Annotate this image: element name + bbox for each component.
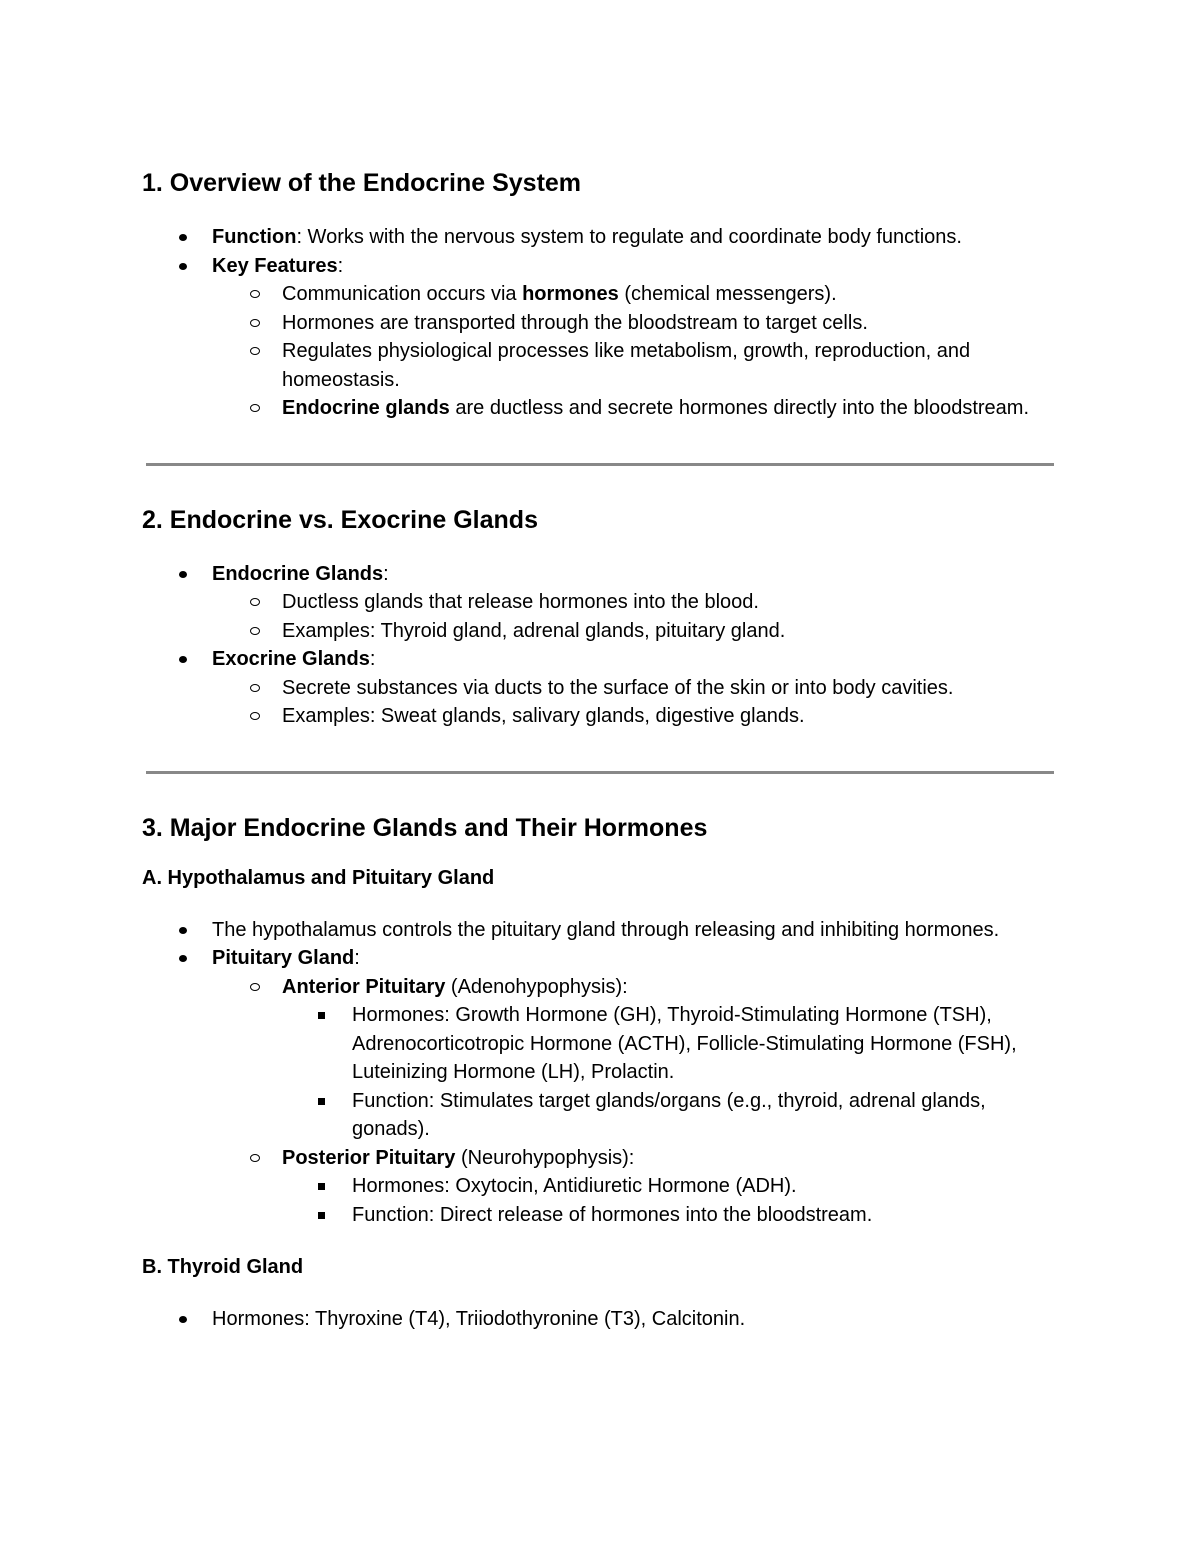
bullet-circle-icon [250, 319, 260, 327]
sub-sub-list [282, 1001, 1054, 1144]
bullet-list [142, 1305, 1054, 1334]
list-item [212, 280, 1054, 309]
section-overview [142, 167, 1054, 423]
item-text: : [354, 947, 360, 969]
item-text: Examples: Thyroid gland, adrenal glands, pituitary gland. [282, 619, 786, 642]
document-content [142, 167, 1054, 1334]
item-text: Hormones: Thyroxine (T4), Triiodothyronine (T3), Calcitonin. [212, 1308, 746, 1330]
section-major-glands [142, 812, 1054, 1334]
list-item [142, 944, 1054, 1229]
item-text: Secrete substances via ducts to the surface of the skin or into body cavities. [282, 676, 954, 699]
list-item [142, 645, 1054, 731]
term-label: Endocrine Glands [212, 562, 384, 585]
list-item [212, 394, 1054, 423]
section-endocrine-vs-exocrine [142, 504, 1054, 731]
list-item [142, 916, 1054, 945]
bullet-circle-icon [250, 347, 260, 355]
term-label: Key Features [212, 254, 338, 277]
item-text: : [383, 562, 389, 585]
bullet-disc-icon [179, 656, 187, 663]
item-text: Hormones: Growth Hormone (GH), Thyroid-Stimulating Hormone (TSH), Adrenocorticotropic Hormone (ACTH), Follicle-Stimulating Hormone (FSH), Luteinizing Hormone (LH), Prolactin. [352, 1004, 1017, 1083]
list-item [282, 1201, 1054, 1230]
item-text: Function: Direct release of hormones into the bloodstream. [352, 1203, 873, 1226]
item-text: Regulates physiological processes like metabolism, growth, reproduction, and homeostasis. [282, 340, 971, 391]
subsection-heading: A. Hypothalamus and Pituitary Gland [142, 866, 495, 889]
item-text: Ductless glands that release hormones into the blood. [282, 591, 759, 613]
list-item [142, 1305, 1054, 1334]
list-item [212, 674, 1054, 703]
item-text: : [369, 648, 376, 670]
bullet-square-icon [318, 1183, 325, 1190]
horizontal-divider [146, 463, 1054, 466]
list-item [212, 702, 1054, 731]
list-item [212, 337, 1054, 394]
term-label: Posterior Pituitary [282, 1146, 456, 1169]
sub-sub-list [282, 1172, 1054, 1229]
list-item [142, 252, 1054, 423]
section-heading: 3. Major Endocrine Glands and Their Hormones [142, 813, 708, 842]
bullet-list [142, 223, 1054, 423]
bullet-list [142, 560, 1054, 731]
list-item [212, 973, 1054, 1144]
list-item [282, 1087, 1054, 1144]
term-label: Exocrine Glands [212, 648, 370, 670]
list-item [282, 1001, 1054, 1087]
sub-list [212, 588, 1054, 645]
bullet-square-icon [318, 1012, 325, 1019]
item-text: (Adenohypophysis): [445, 975, 628, 998]
item-text: Function: Stimulates target glands/organs (e.g., thyroid, adrenal glands, gonads). [352, 1089, 986, 1140]
bullet-list [142, 916, 1054, 1230]
item-text: Communication occurs via [282, 283, 523, 305]
bullet-circle-icon [250, 404, 260, 412]
bullet-square-icon [318, 1212, 325, 1219]
sub-list [212, 674, 1054, 731]
term-label: Pituitary Gland [212, 947, 355, 969]
term-label: hormones [522, 283, 619, 305]
item-text: (Neurohypophysis): [455, 1146, 635, 1169]
item-text: (chemical messengers). [618, 283, 837, 305]
bullet-circle-icon [250, 598, 260, 606]
sub-list [212, 280, 1054, 423]
bullet-circle-icon [250, 290, 260, 298]
item-text: Hormones: Oxytocin, Antidiuretic Hormone (ADH). [352, 1175, 797, 1197]
section-heading: 2. Endocrine vs. Exocrine Glands [142, 505, 538, 534]
bullet-disc-icon [179, 263, 187, 270]
subsection-heading: B. Thyroid Gland [142, 1256, 304, 1278]
bullet-circle-icon [250, 983, 260, 991]
list-item [212, 309, 1054, 338]
horizontal-divider [146, 771, 1054, 774]
bullet-disc-icon [179, 234, 187, 241]
item-text: The hypothalamus controls the pituitary gland through releasing and inhibiting hormones. [212, 918, 1000, 941]
bullet-disc-icon [179, 1316, 187, 1323]
item-text: Examples: Sweat glands, salivary glands, digestive glands. [282, 705, 805, 727]
bullet-disc-icon [179, 955, 187, 962]
sub-list [212, 973, 1054, 1230]
bullet-disc-icon [179, 571, 187, 578]
bullet-circle-icon [250, 712, 260, 720]
bullet-circle-icon [250, 684, 260, 692]
section-heading: 1. Overview of the Endocrine System [142, 169, 582, 197]
bullet-disc-icon [179, 927, 187, 934]
bullet-circle-icon [250, 627, 260, 635]
term-label: Anterior Pituitary [282, 975, 446, 998]
item-text: are ductless and secrete hormones directly into the bloodstream. [449, 397, 1030, 419]
list-item [212, 617, 1054, 646]
item-text: : [337, 254, 344, 277]
item-text: : Works with the nervous system to regulate and coordinate body functions. [296, 226, 962, 248]
list-item [282, 1172, 1054, 1201]
term-label: Function [212, 226, 297, 248]
bullet-circle-icon [250, 1154, 260, 1162]
list-item [212, 588, 1054, 617]
term-label: Endocrine glands [282, 397, 450, 419]
list-item [142, 223, 1054, 252]
list-item [212, 1144, 1054, 1230]
bullet-square-icon [318, 1098, 325, 1105]
item-text: Hormones are transported through the bloodstream to target cells. [282, 311, 868, 334]
list-item [142, 560, 1054, 646]
